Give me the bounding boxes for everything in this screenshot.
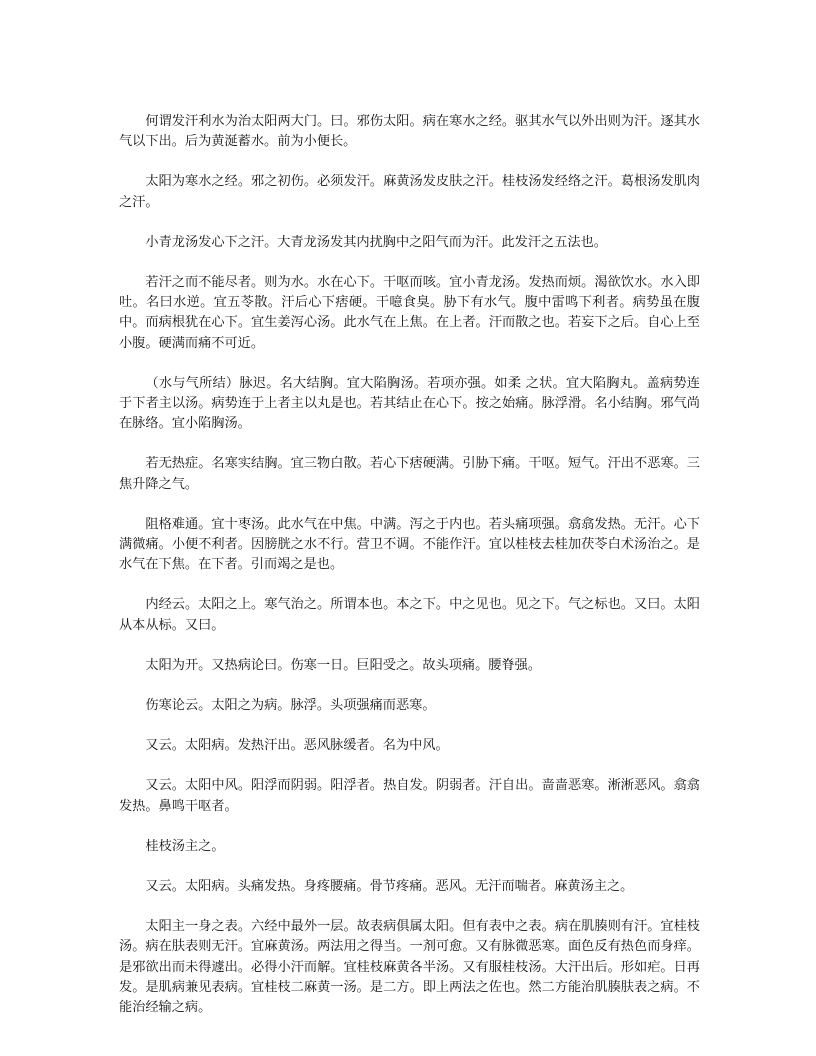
paragraph-5: （水与气所结）脉迟。名大结胸。宜大陷胸汤。若项亦强。如柔 之状。宜大陷胸丸。盖病势连于下者主以汤。病势连于上者主以丸是也。若其结止在心下。按之始痛。脉浮滑。名小结胸。邪气尚在脉络。宜小陷胸汤。 [119, 375, 700, 432]
paragraph-2: 太阳为寒水之经。邪之初伤。必须发汗。麻黄汤发皮肤之汗。桂枝汤发经络之汗。葛根汤发肌肉之汗。 [119, 174, 700, 210]
paragraph-4: 若汗之而不能尽者。则为水。水在心下。干呕而咳。宜小青龙汤。发热而烦。渴欲饮水。水入即吐。名曰水逆。宜五苓散。汗后心下痞硬。干噫食臭。胁下有水气。腹中雷鸣下利者。病势虽在腹中。而病根犹在心下。宜生姜泻心汤。此水气在上焦。在上者。汗而散之也。若妄下之后。自心上至小腹。硬满而痛不可近。 [119, 275, 700, 351]
paragraph-9: 太阳为开。又热病论曰。伤寒一日。巨阳受之。故头项痛。腰脊强。 [145, 657, 542, 673]
paragraph-12: 又云。太阳中风。阳浮而阴弱。阳浮者。热自发。阴弱者。汗自出。啬啬恶寒。淅淅恶风。翕翕发热。鼻鸣干呕者。 [119, 778, 700, 814]
paragraph-8: 内经云。太阳之上。寒气治之。所谓本也。本之下。中之见也。见之下。气之标也。又曰。太阳从本从标。又曰。 [119, 597, 700, 633]
paragraph-7: 阻格难通。宜十枣汤。此水气在中焦。中满。泻之于内也。若头痛项强。翕翕发热。无汗。心下满微痛。小便不利者。因膀胱之水不行。营卫不调。不能作汗。宜以桂枝去桂加茯苓白术汤治之。是水气在下焦。在下者。引而竭之是也。 [119, 516, 700, 573]
paragraph-10: 伤寒论云。太阳之为病。脉浮。头项强痛而恶寒。 [145, 698, 436, 714]
paragraph-3: 小青龙汤发心下之汗。大青龙汤发其内扰胸中之阳气而为汗。此发汗之五法也。 [145, 234, 607, 250]
paragraph-15: 太阳主一身之表。六经中最外一层。故表病俱属太阳。但有表中之表。病在肌腠则有汗。宜桂枝汤。病在肤表则无汗。宜麻黄汤。两法用之得当。一剂可愈。又有脉微恶寒。面色反有热色而身痒。是邪欲出而未得遽出。必得小汗而解。宜桂枝麻黄各半汤。又有服桂枝汤。大汗出后。形如疟。日再发。是肌病兼见表病。宜桂枝二麻黄一汤。是二方。即上两法之佐也。然二方能治肌腠肤表之病。不能治经输之病。 [119, 919, 700, 1016]
paragraph-6: 若无热症。名寒实结胸。宜三物白散。若心下痞硬满。引胁下痛。干呕。短气。汗出不恶寒。三焦升降之气。 [119, 456, 700, 492]
paragraph-14: 又云。太阳病。头痛发热。身疼腰痛。骨节疼痛。恶风。无汗而喘者。麻黄汤主之。 [145, 879, 634, 895]
paragraph-11: 又云。太阳病。发热汗出。恶风脉缓者。名为中风。 [145, 738, 449, 754]
paragraph-13: 桂枝汤主之。 [145, 838, 225, 854]
paragraph-1: 何谓发汗利水为治太阳两大门。曰。邪伤太阳。病在寒水之经。驱其水气以外出则为汗。逐其水气以下出。后为黄涎蓄水。前为小便长。 [119, 114, 700, 150]
